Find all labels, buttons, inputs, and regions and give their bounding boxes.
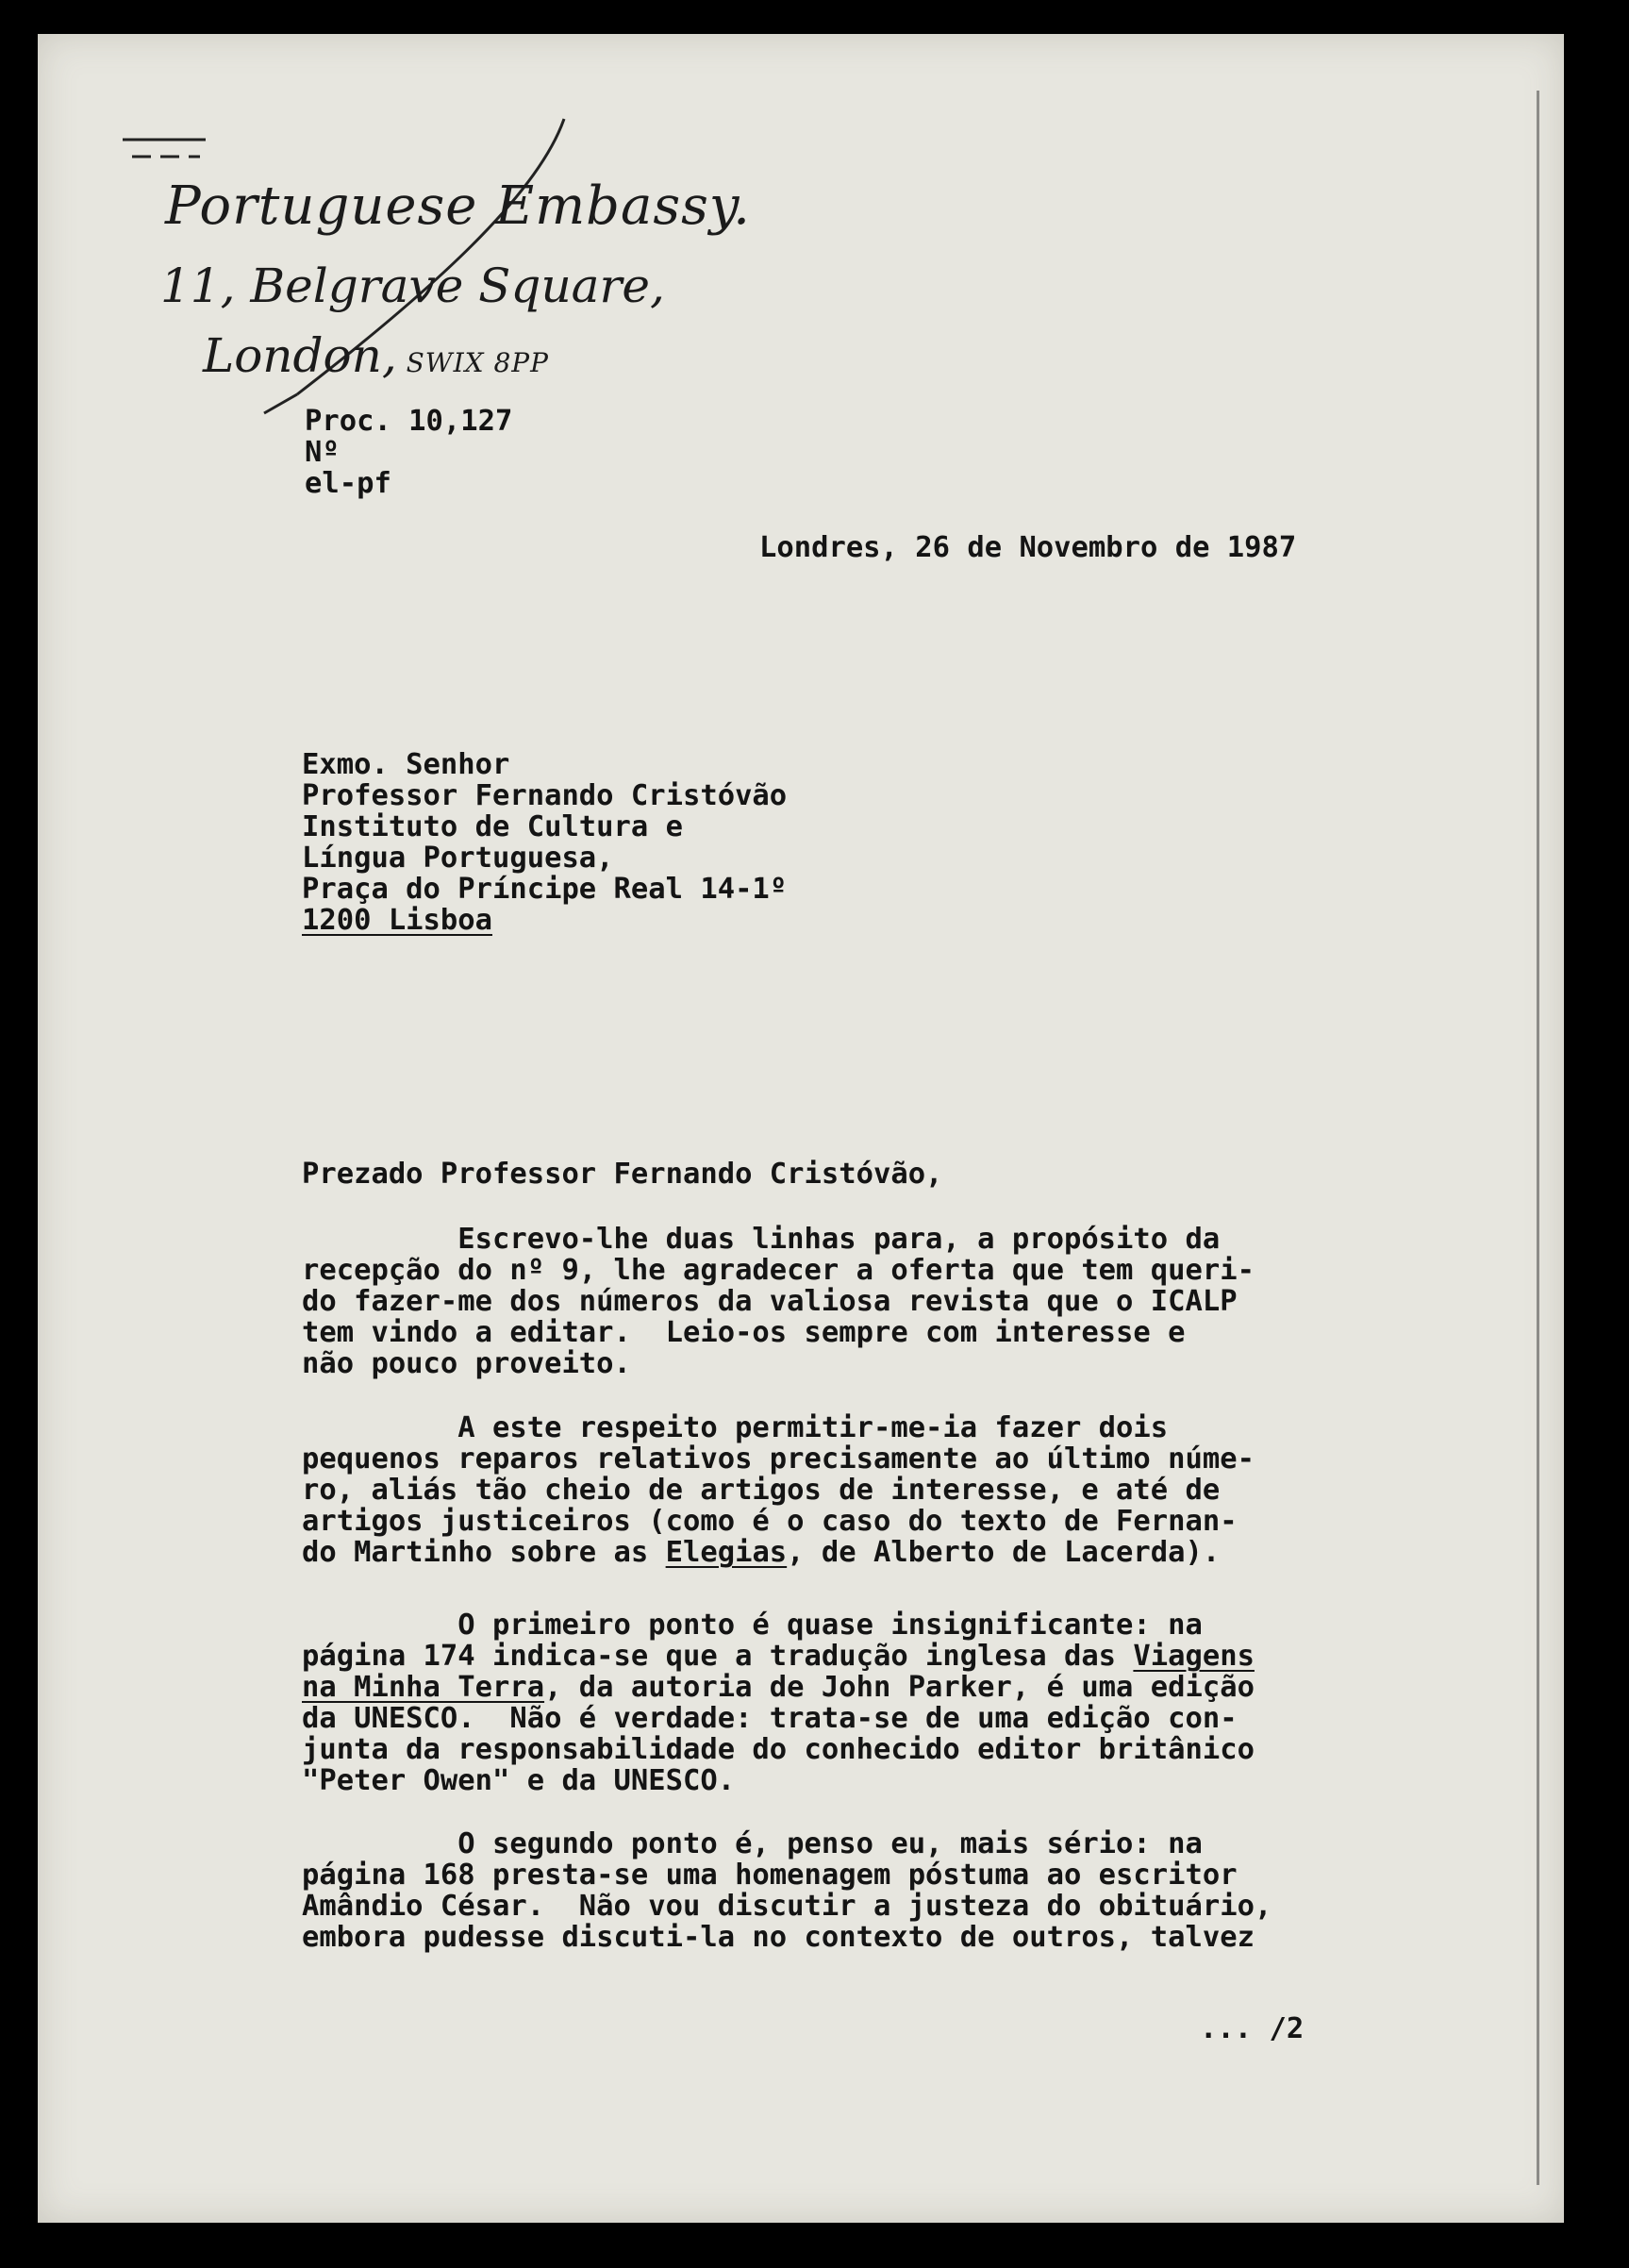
book-title-viagens: Viagens xyxy=(1133,1640,1255,1673)
letterhead-embassy-name: Portuguese Embassy. xyxy=(165,175,751,237)
paragraph-1 xyxy=(302,1224,1255,1379)
recipient-line: Língua Portuguesa, xyxy=(302,842,614,875)
letterhead-street: 11, Belgrave Square, xyxy=(160,258,665,313)
paragraph-line: embora pudesse discuti-la no contexto de outros, talvez xyxy=(302,1921,1255,1954)
paragraph-line: do fazer-me dos números da valiosa revista que o ICALP xyxy=(302,1285,1238,1318)
recipient-line: Praça do Príncipe Real 14-1º xyxy=(302,873,788,906)
paragraph-line xyxy=(302,1672,1255,1703)
letter-page xyxy=(38,34,1564,2223)
paragraph-line: junta da responsabilidade do conhecido editor britânico xyxy=(302,1733,1255,1766)
text-segment: , de Alberto de Lacerda). xyxy=(787,1536,1221,1569)
paragraph-line: O segundo ponto é, penso eu, mais sério: na xyxy=(302,1827,1203,1860)
paragraph-line xyxy=(302,1537,1255,1568)
paragraph-line: Escrevo-lhe duas linhas para, a propósito da xyxy=(302,1223,1221,1256)
paragraph-line: pequenos reparos relativos precisamente ao último núme- xyxy=(302,1443,1255,1476)
embassy-letterhead xyxy=(94,81,751,440)
reference-number: Nº xyxy=(305,436,340,469)
salutation: Prezado Professor Fernando Cristóvão, xyxy=(302,1158,943,1191)
paragraph-line: recepção do nº 9, lhe agradecer a oferta que tem queri- xyxy=(302,1254,1255,1287)
paragraph-line: tem vindo a editar. Leio-os sempre com interesse e xyxy=(302,1316,1186,1349)
book-title-viagens-cont: na Minha Terra xyxy=(302,1671,545,1704)
paragraph-line: "Peter Owen" e da UNESCO. xyxy=(302,1764,736,1797)
text-segment: do Martinho sobre as xyxy=(302,1536,666,1569)
page-edge-line xyxy=(1537,91,1539,2185)
continuation-marker: ... /2 xyxy=(1200,2012,1305,2045)
letterhead-city: London, xyxy=(203,328,397,383)
paragraph-line: página 168 presta-se uma homenagem póstuma ao escritor xyxy=(302,1859,1238,1892)
text-segment: página 174 indica-se que a tradução inglesa das xyxy=(302,1640,1134,1673)
reference-proc: Proc. 10,127 xyxy=(305,405,513,438)
paragraph-line: da UNESCO. Não é verdade: trata-se de uma edição con- xyxy=(302,1702,1238,1735)
text-segment: , da autoria de John Parker, é uma edição xyxy=(544,1671,1255,1704)
paragraph-3 xyxy=(302,1609,1255,1796)
paragraph-2 xyxy=(302,1412,1255,1568)
paragraph-line xyxy=(302,1641,1255,1672)
paragraph-line: Amândio César. Não vou discutir a justeza do obituário, xyxy=(302,1890,1272,1923)
recipient-line: Instituto de Cultura e xyxy=(302,810,683,843)
reference-initials: el-pf xyxy=(305,467,391,500)
paragraph-line: artigos justiceiros (como é o caso do texto de Fernan- xyxy=(302,1505,1238,1538)
paragraph-line: A este respeito permitir-me-ia fazer dois xyxy=(302,1411,1169,1444)
letter-date: Londres, 26 de Novembro de 1987 xyxy=(759,531,1297,564)
book-title-elegias: Elegias xyxy=(665,1536,788,1569)
recipient-line: Professor Fernando Cristóvão xyxy=(302,779,788,812)
letterhead-city-line xyxy=(203,328,549,383)
paragraph-4 xyxy=(302,1828,1272,1953)
letterhead-postcode: SWIX 8PP xyxy=(396,347,549,378)
recipient-line: Exmo. Senhor xyxy=(302,748,510,781)
paragraph-line: não pouco proveito. xyxy=(302,1347,631,1380)
recipient-line: 1200 Lisboa xyxy=(302,904,492,937)
paragraph-line: ro, aliás tão cheio de artigos de interesse, e até de xyxy=(302,1474,1221,1507)
recipient-address xyxy=(302,749,787,936)
reference-block xyxy=(305,406,512,499)
paragraph-line: O primeiro ponto é quase insignificante: na xyxy=(302,1609,1203,1642)
